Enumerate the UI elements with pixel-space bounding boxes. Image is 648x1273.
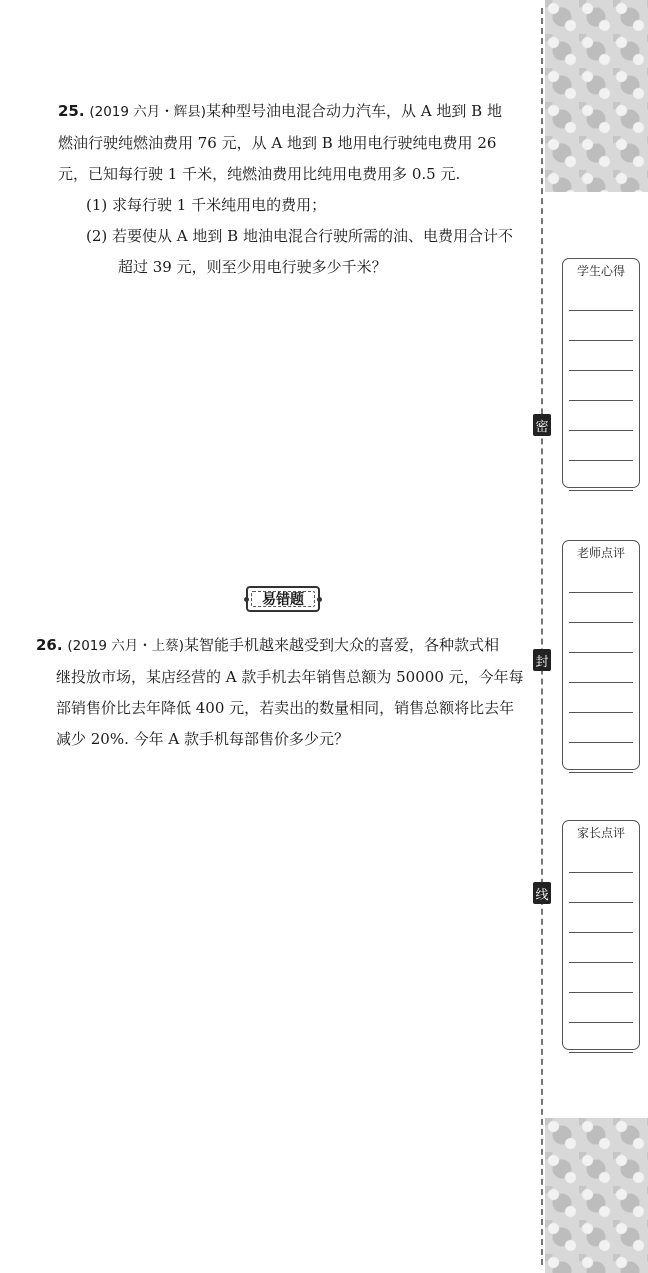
- problem-source: (2019 六月・辉县): [89, 104, 207, 120]
- problem-text: 继投放市场，某店经营的 A 款手机去年销售总额为 50000 元，今年每: [56, 668, 524, 686]
- problem-number: 25.: [58, 102, 85, 120]
- seal-mi: 密: [533, 414, 551, 436]
- writing-line[interactable]: [569, 903, 633, 933]
- problem-text: 某种型号油电混合动力汽车，从 A 地到 B 地: [206, 102, 502, 120]
- writing-line[interactable]: [569, 713, 633, 743]
- writing-line[interactable]: [569, 281, 633, 311]
- student-notes-box: [562, 258, 640, 488]
- writing-line[interactable]: [569, 311, 633, 341]
- writing-line[interactable]: [569, 653, 633, 683]
- sub-question-2-continued: 超过 39 元，则至少用电行驶多少千米？: [118, 258, 387, 276]
- writing-line[interactable]: [569, 933, 633, 963]
- problem-text: 某智能手机越来越受到大众的喜爱，各种款式相: [184, 636, 500, 654]
- sub-question-2: (2) 若要使从 A 地到 B 地油电混合行驶所需的油、电费用合计不: [86, 227, 513, 245]
- problem-text: 燃油行驶纯燃油费用 76 元，从 A 地到 B 地用电行驶纯电费用 26: [58, 134, 497, 152]
- writing-line[interactable]: [569, 873, 633, 903]
- writing-line[interactable]: [569, 371, 633, 401]
- decorative-pattern-top: [545, 0, 648, 192]
- writing-line[interactable]: [569, 743, 633, 773]
- seal-xian: 线: [533, 882, 551, 904]
- writing-line[interactable]: [569, 1023, 633, 1053]
- problem-26-stem: [36, 630, 528, 662]
- writing-line[interactable]: [569, 683, 633, 713]
- teacher-comment-box: [562, 540, 640, 770]
- writing-line[interactable]: [569, 341, 633, 371]
- writing-line[interactable]: [569, 431, 633, 461]
- writing-line[interactable]: [569, 563, 633, 593]
- parent-comment-box: [562, 820, 640, 1050]
- box-title: 老师点评: [576, 546, 625, 560]
- problem-26: [36, 630, 528, 755]
- box-title: 学生心得: [576, 264, 625, 278]
- seal-feng: 封: [533, 649, 551, 671]
- sub-question-1: (1) 求每行驶 1 千米纯用电的费用；: [86, 196, 327, 214]
- decorative-pattern-bottom: [545, 1118, 648, 1273]
- writing-line[interactable]: [569, 593, 633, 623]
- writing-line[interactable]: [569, 963, 633, 993]
- problem-text: 元，已知每行驶 1 千米，纯燃油费用比纯用电费用多 0.5 元.: [58, 165, 461, 183]
- writing-line[interactable]: [569, 623, 633, 653]
- binding-cut-line: [541, 8, 543, 1265]
- tag-label: 易错题: [262, 592, 304, 608]
- problem-text: 减少 20%. 今年 A 款手机每部售价多少元？: [56, 730, 350, 748]
- problem-number: 26.: [36, 636, 63, 654]
- problem-source: (2019 六月・上蔡): [67, 638, 185, 654]
- problem-25-stem: [58, 96, 528, 128]
- writing-line[interactable]: [569, 993, 633, 1023]
- tag-dot-right: [317, 597, 322, 602]
- problem-25: [58, 96, 528, 283]
- writing-line[interactable]: [569, 461, 633, 491]
- error-prone-tag: [246, 586, 320, 612]
- box-title: 家长点评: [576, 826, 625, 840]
- problem-text: 部销售价比去年降低 400 元，若卖出的数量相同，销售总额将比去年: [56, 699, 515, 717]
- writing-line[interactable]: [569, 401, 633, 431]
- writing-line[interactable]: [569, 843, 633, 873]
- tag-dot-left: [244, 597, 249, 602]
